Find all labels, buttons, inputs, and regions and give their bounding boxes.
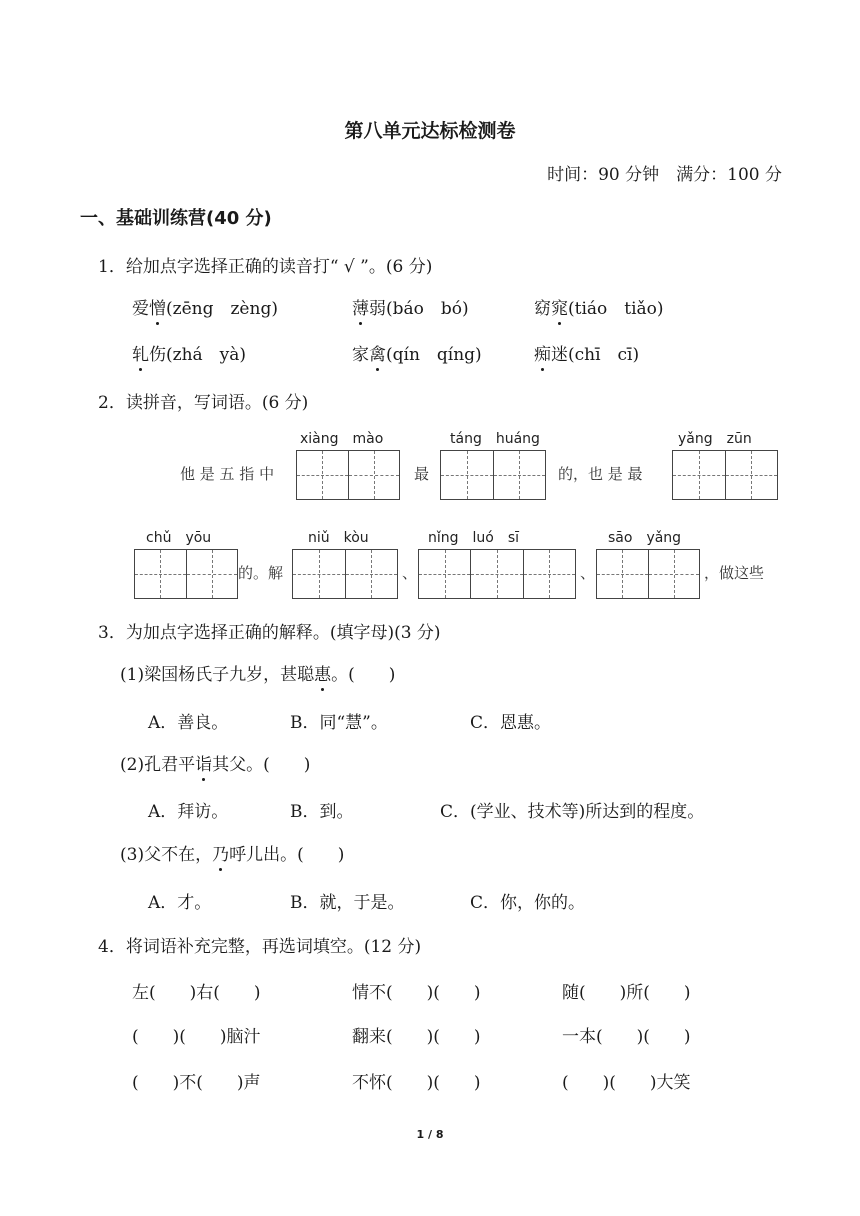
- idiom-blank[interactable]: 翻来( )( ): [352, 1027, 481, 1047]
- context-text: 他 是 五 指 中: [180, 465, 275, 483]
- pinyin-label: yǎng zūn: [678, 431, 752, 447]
- section-heading: 一、基础训练营(40 分): [80, 208, 272, 229]
- q3-option[interactable]: C．恩惠。: [470, 713, 552, 733]
- writing-grid[interactable]: [296, 450, 400, 500]
- idiom-blank[interactable]: ( )( )脑汁: [132, 1027, 261, 1047]
- q1-item[interactable]: 家禽(qín qíng): [352, 340, 482, 365]
- idiom-blank[interactable]: 一本( )( ): [562, 1027, 691, 1047]
- question-1-prompt: 1．给加点字选择正确的读音打“ √ ”。(6 分): [98, 257, 433, 277]
- pinyin-label: táng huáng: [450, 431, 540, 447]
- context-text: 的。解: [238, 564, 284, 582]
- idiom-blank[interactable]: ( )不( )声: [132, 1073, 261, 1093]
- page-title: 第八单元达标检测卷: [344, 120, 516, 142]
- q3-sub-question: (3)父不在，乃呼儿出。( ): [120, 840, 344, 865]
- q1-item[interactable]: 爱憎(zēng zèng): [132, 294, 278, 319]
- q3-option[interactable]: A．拜访。: [148, 802, 229, 822]
- writing-grid[interactable]: [292, 549, 398, 599]
- idiom-blank[interactable]: ( )( )大笑: [562, 1073, 691, 1093]
- context-text: 的，也 是 最: [558, 465, 643, 483]
- question-2-prompt: 2．读拼音，写词语。(6 分): [98, 393, 309, 413]
- idiom-blank[interactable]: 不怀( )( ): [352, 1073, 481, 1093]
- writing-grid[interactable]: [418, 549, 576, 599]
- question-4-prompt: 4．将词语补充完整，再选词填空。(12 分): [98, 937, 422, 957]
- pinyin-label: niǔ kòu: [308, 530, 369, 546]
- q1-item[interactable]: 窈窕(tiáo tiǎo): [534, 294, 664, 319]
- q3-option[interactable]: B．就，于是。: [290, 893, 405, 913]
- writing-grid[interactable]: [134, 549, 238, 599]
- q3-sub-question: (1)梁国杨氏子九岁，甚聪惠。( ): [120, 660, 395, 685]
- pinyin-label: sāo yǎng: [608, 530, 682, 546]
- pinyin-label: nǐng luó sī: [428, 530, 520, 546]
- question-3-prompt: 3．为加点字选择正确的解释。(填字母)(3 分): [98, 623, 441, 643]
- context-text: ，做这些: [704, 564, 765, 582]
- q1-item[interactable]: 薄弱(báo bó): [352, 294, 469, 319]
- q3-sub-question: (2)孔君平诣其父。( ): [120, 750, 310, 775]
- pinyin-label: xiàng mào: [300, 431, 384, 447]
- idiom-blank[interactable]: 情不( )( ): [352, 983, 481, 1003]
- idiom-blank[interactable]: 左( )右( ): [132, 983, 261, 1003]
- context-text: 最: [414, 465, 430, 483]
- exam-meta: 时间：90 分钟 满分：100 分: [547, 165, 782, 185]
- q3-option[interactable]: B．同“慧”。: [290, 713, 388, 733]
- q3-option[interactable]: B．到。: [290, 802, 354, 822]
- q3-option[interactable]: C．你，你的。: [470, 893, 586, 913]
- separator: 、: [402, 564, 418, 582]
- idiom-blank[interactable]: 随( )所( ): [562, 983, 691, 1003]
- q1-item[interactable]: 痴迷(chī cī): [534, 340, 639, 365]
- q3-option[interactable]: A．善良。: [148, 713, 229, 733]
- separator: 、: [580, 564, 596, 582]
- writing-grid[interactable]: [672, 450, 778, 500]
- writing-grid[interactable]: [596, 549, 700, 599]
- q1-item[interactable]: 轧伤(zhá yà): [132, 340, 246, 365]
- q3-option[interactable]: C．(学业、技术等)所达到的程度。: [440, 802, 705, 822]
- page-number: 1 / 8: [416, 1128, 444, 1141]
- pinyin-label: chǔ yōu: [146, 530, 212, 546]
- q3-option[interactable]: A．才。: [148, 893, 212, 913]
- writing-grid[interactable]: [440, 450, 546, 500]
